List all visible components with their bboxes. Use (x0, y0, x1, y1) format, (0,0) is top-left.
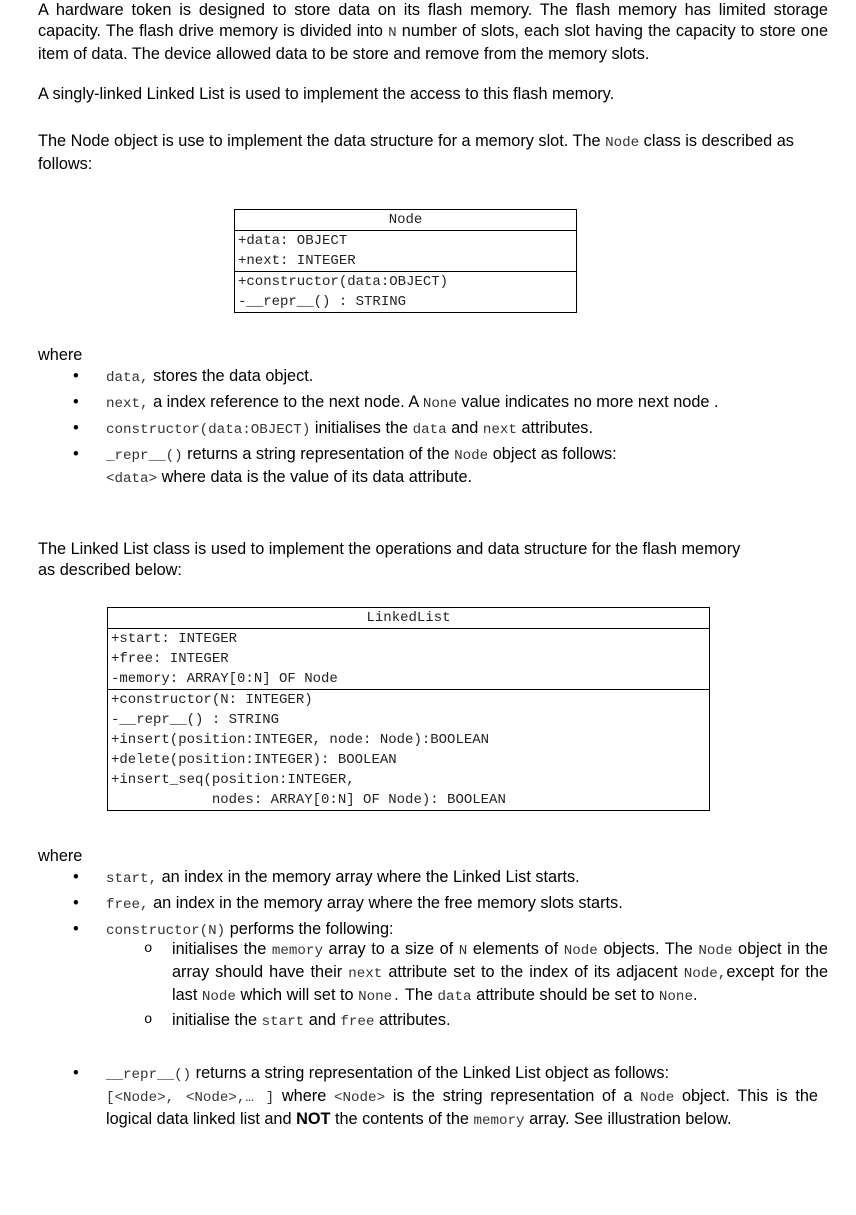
node-class-methods (235, 271, 576, 312)
node-class-title: Node (388, 212, 423, 228)
list-item: • start, an index in the memory array where the Linked List starts. (38, 867, 828, 890)
list-item: • constructor(data:OBJECT) initialises the data and next attributes. (38, 418, 828, 441)
node-where-list (38, 366, 828, 490)
node-class-attributes (235, 230, 576, 271)
list-item: • free, an index in the memory array where the free memory slots starts. (38, 893, 828, 916)
linkedlist-class-diagram (107, 607, 710, 811)
linkedlist-method: +insert_seq(position:INTEGER, (111, 772, 355, 788)
node-where-label: where (38, 346, 83, 364)
list-item: • _repr__() returns a string representation of the Node object as follows: <data> where data is the value of its data attribute. (38, 444, 828, 490)
linkedlist-attribute: -memory: ARRAY[0:N] OF Node (111, 671, 338, 687)
linkedlist-class-methods (108, 689, 709, 810)
linkedlist-class-title: LinkedList (366, 610, 451, 626)
linkedlist-attribute: +free: INTEGER (111, 651, 229, 667)
list-item: • data, stores the data object. (38, 366, 828, 389)
node-method: -__repr__() : STRING (238, 294, 407, 310)
constructor-steps-list (38, 939, 828, 1033)
node-attribute: +data: OBJECT (238, 233, 348, 249)
intro-paragraph: A hardware token is designed to store data on its flash memory. The flash memory has limited storage capacity. The flash drive memory is divided into N number of slots, each slot having the capacity to store one item of data. The device allowed data to be store and remove from the memory slots. (38, 1, 828, 63)
linkedlist-method: +insert(position:INTEGER, node: Node):BOOLEAN (111, 732, 490, 748)
linkedlist-where-list (38, 867, 828, 945)
linkedlist-method: +constructor(N: INTEGER) (111, 692, 313, 708)
linkedlist-repr-list (38, 1063, 828, 1132)
list-item: • next, a index reference to the next node. A None value indicates no more next node . (38, 392, 828, 415)
node-method: +constructor(data:OBJECT) (238, 274, 449, 290)
linkedlist-method: nodes: ARRAY[0:N] OF Node): BOOLEAN (111, 792, 506, 808)
linkedlist-method: -__repr__() : STRING (111, 712, 280, 728)
linkedlist-attribute: +start: INTEGER (111, 631, 238, 647)
linkedlist-intro-paragraph: The Linked List class is used to implement the operations and data structure for the flash memory as described below: (38, 540, 741, 579)
node-class-diagram (234, 209, 577, 313)
intro-paragraph-2: A singly-linked Linked List is used to implement the access to this flash memory. (38, 85, 615, 103)
linkedlist-class-attributes (108, 628, 709, 689)
list-item: o initialises the memory array to a size of N elements of Node objects. The Node object in the array should have their next attribute set to the index of its adjacent Node,except for the last Node which will set to None. The data attribute should be set to None. (38, 939, 828, 1008)
list-item: • __repr__() returns a string representation of the Linked List object as follows: [<Node>, <Node>,… ] where <Node> is the string representation of a Node object. This is the logical data linked list and NOT the contents of the memory array. See illustration below. (38, 1063, 828, 1132)
list-item: o initialise the start and free attributes. (38, 1010, 828, 1033)
node-intro-paragraph: The Node object is use to implement the data structure for a memory slot. The Node class is described as follows: (38, 132, 794, 173)
node-attribute: +next: INTEGER (238, 253, 356, 269)
list-item: • constructor(N) performs the following: (38, 919, 828, 942)
linkedlist-where-label: where (38, 847, 83, 865)
linkedlist-method: +delete(position:INTEGER): BOOLEAN (111, 752, 397, 768)
